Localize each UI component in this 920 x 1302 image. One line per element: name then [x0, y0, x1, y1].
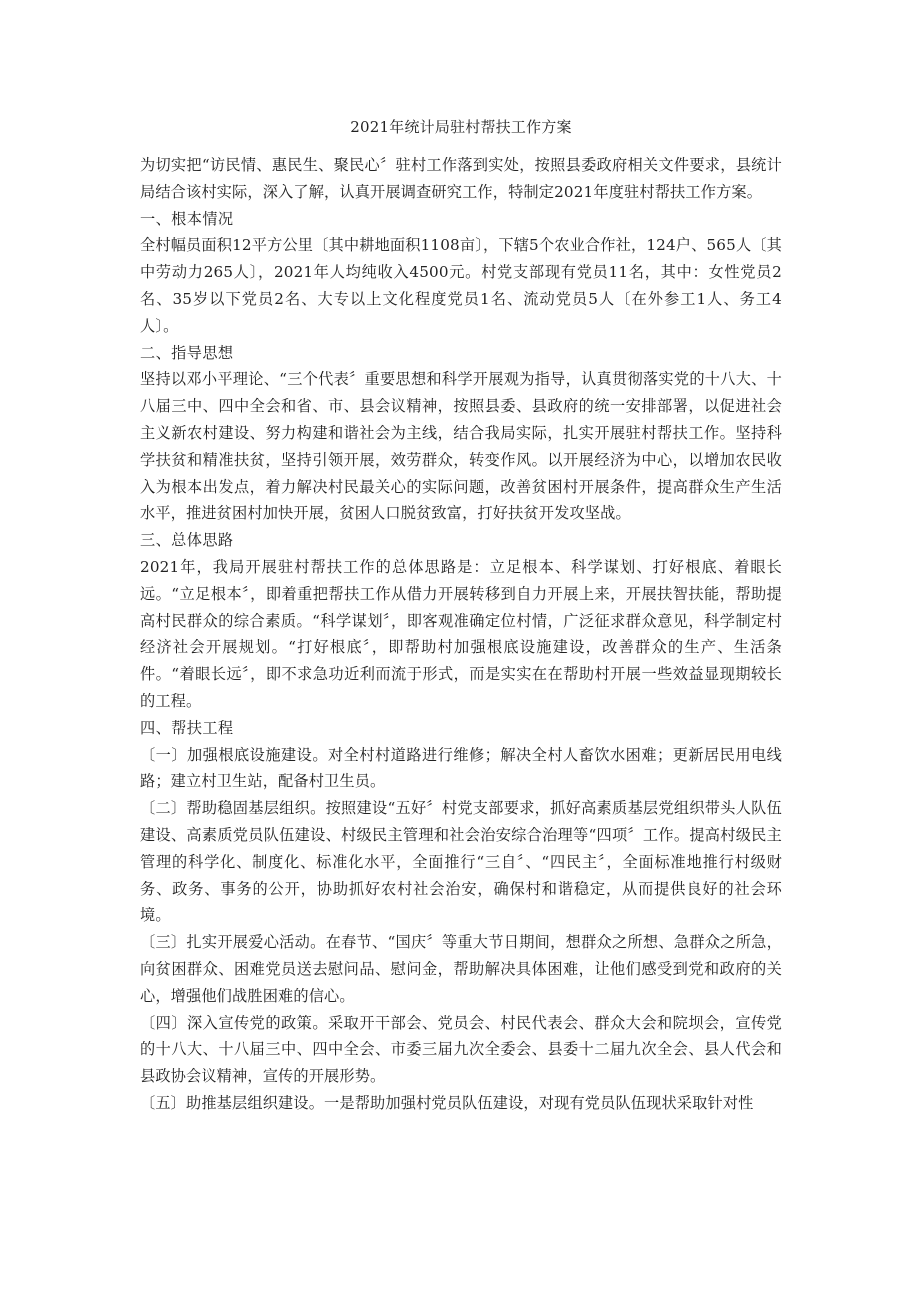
project-item-1: 〔一〕加强根底设施建设。对全村村道路进行维修；解决全村人畜饮水困难；更新居民用电线路；建立村卫生站，配备村卫生员。 [140, 745, 782, 791]
basic-situation-paragraph: 全村幅员面积12平方公里〔其中耕地面积1108亩〕，下辖5个农业合作社，124户、565人〔其中劳动力265人〕，2021年人均纯收入4500元。村党支部现有党员11名，其中：女性党员2名、35岁以下党员2名、大专以上文化程度党员1名、流动党员5人〔在外参工1人、务工4人〕。 [140, 236, 782, 335]
guiding-ideology-paragraph: 坚持以邓小平理论、“三个代表〞重要思想和科学开展观为指导，认真贯彻落实党的十八大、十八届三中、四中全会和省、市、县会议精神，按照县委、县政府的统一安排部署，以促进社会主义新农村建设、努力构建和谐社会为主线，结合我局实际，扎实开展驻村帮扶工作。坚持科学扶贫和精准扶贫，坚持引领开展，效劳群众，转变作风。以开展经济为中心，以增加农民收入为根本出发点，着力解决村民最关心的实际问题，改善贫困村开展条件，提高群众生产生活水平，推进贫困村加快开展，贫困人口脱贫致富，打好扶贫开发攻坚战。 [140, 370, 782, 523]
document-body [140, 152, 782, 1117]
section-heading-assistance-projects: 四、帮扶工程 [140, 718, 234, 737]
document-page [140, 112, 782, 1117]
section-heading-overall-approach: 三、总体思路 [140, 531, 234, 550]
document-title: 2021年统计局驻村帮扶工作方案 [350, 118, 572, 136]
project-item-5: 〔五〕助推基层组织建设。一是帮助加强村党员队伍建设，对现有党员队伍现状采取针对性 [140, 1093, 754, 1112]
section-heading-basic-situation: 一、根本情况 [140, 209, 234, 228]
intro-paragraph: 为切实把“访民情、惠民生、聚民心〞驻村工作落到实处，按照县委政府相关文件要求，县统计局结合该村实际，深入了解，认真开展调查研究工作，特制定2021年度驻村帮扶工作方案。 [140, 156, 782, 201]
project-item-2: 〔二〕帮助稳固基层组织。按照建设“五好〞村党支部要求，抓好高素质基层党组织带头人队伍建设、高素质党员队伍建设、村级民主管理和社会治安综合治理等“四项〞工作。提高村级民主管理的科学化、制度化、标准化水平，全面推行“三自〞、“四民主〞，全面标准地推行村级财务、政务、事务的公开，协助抓好农村社会治安，确保村和谐稳定，从而提供良好的社会环境。 [140, 799, 782, 925]
overall-approach-paragraph: 2021年，我局开展驻村帮扶工作的总体思路是：立足根本、科学谋划、打好根底、着眼长远。“立足根本〞，即着重把帮扶工作从借力开展转移到自力开展上来，开展扶智扶能，帮助提高村民群众的综合素质。“科学谋划〞，即客观准确定位村情，广泛征求群众意见，科学制定村经济社会开展规划。“打好根底〞，即帮助村加强根底设施建设，改善群众的生产、生活条件。“着眼长远〞，即不求急功近利而流于形式，而是实实在在帮助村开展一些效益显现期较长的工程。 [140, 557, 782, 710]
project-item-3: 〔三〕扎实开展爱心活动。在春节、“国庆〞等重大节日期间，想群众之所想、急群众之所急，向贫困群众、困难党员送去慰问品、慰问金，帮助解决具体困难，让他们感受到党和政府的关心，增强他们战胜困难的信心。 [140, 933, 782, 1005]
project-item-4: 〔四〕深入宣传党的政策。采取开干部会、党员会、村民代表会、群众大会和院坝会，宣传党的十八大、十八届三中、四中全会、市委三届九次全委会、县委十二届九次全会、县人代会和县政协会议精神，宣传的开展形势。 [140, 1013, 782, 1086]
section-heading-guiding-ideology: 二、指导思想 [140, 343, 234, 362]
